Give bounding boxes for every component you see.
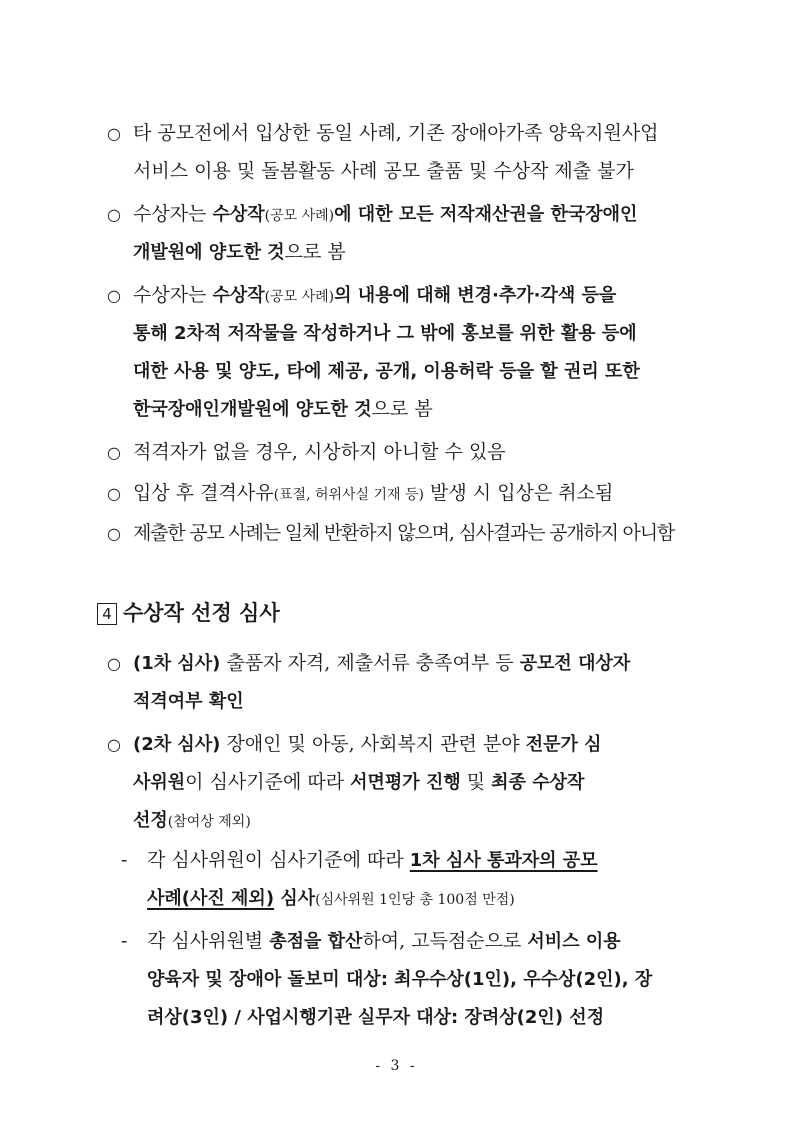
list-item: ○ 수상자는 수상작(공모 사례)의 내용에 대해 변경·추가·각색 등을	[107, 282, 616, 310]
sub-list-item-continuation: 사례(사진 제외) 심사(심사위원 1인당 총 100점 만점)	[147, 888, 515, 909]
list-item: ○ 입상 후 결격사유(표절, 허위사실 기재 등) 발생 시 입상은 취소됨	[107, 480, 613, 508]
sub-list-item: - 각 심사위원이 심사기준에 따라 1차 심사 통과자의 공모	[121, 849, 598, 871]
bullet-circle-icon: ○	[107, 484, 121, 503]
section-title: 수상작 선정 심사	[123, 601, 280, 625]
sub-list-item-continuation: 려상(3인) / 사업시행기관 실무자 대상: 장려상(2인) 선정	[147, 1007, 605, 1028]
list-item: ○ (1차 심사) 출품자 자격, 제출서류 충족여부 등 공모전 대상자	[107, 650, 630, 677]
bullet-circle-icon: ○	[107, 286, 121, 305]
bullet-circle-icon: ○	[107, 124, 121, 143]
dash-bullet: -	[121, 849, 128, 871]
list-item-continuation: 대한 사용 및 양도, 타에 제공, 공개, 이용허락 등을 할 권리 또한	[133, 361, 640, 382]
bullet-circle-icon: ○	[107, 654, 121, 673]
list-item: ○ 수상자는 수상작(공모 사례)에 대한 모든 저작재산권을 한국장애인	[107, 201, 637, 229]
bullet-circle-icon: ○	[107, 443, 121, 462]
list-item-continuation: 서비스 이용 및 돌봄활동 사례 공모 출품 및 수상작 제출 불가	[133, 160, 634, 182]
list-item: ○ 제출한 공모 사례는 일체 반환하지 않으며, 심사결과는 공개하지 아니함	[107, 520, 674, 547]
list-item-continuation: 선정(참여상 제외)	[133, 810, 251, 831]
list-item-continuation: 적격여부 확인	[133, 691, 244, 712]
list-item: ○ 적격자가 없을 경우, 시상하지 아니할 수 있음	[107, 439, 506, 466]
list-item-continuation: 사위원이 심사기준에 따라 서면평가 진행 및 최종 수상작	[133, 771, 585, 793]
sub-list-item-continuation: 양육자 및 장애아 돌보미 대상: 최우수상(1인), 우수상(2인), 장	[147, 969, 653, 990]
bullet-circle-icon: ○	[107, 524, 120, 543]
dash-bullet: -	[121, 930, 128, 952]
list-item: ○ (2차 심사) 장애인 및 아동, 사회복지 관련 분야 전문가 심	[107, 731, 602, 758]
list-item-continuation: 한국장애인개발원에 양도한 것으로 봄	[133, 398, 433, 420]
bullet-circle-icon: ○	[107, 205, 121, 224]
bullet-circle-icon: ○	[107, 735, 121, 754]
list-item-continuation: 통해 2차적 저작물을 작성하거나 그 밖에 홍보를 위한 활용 등에	[133, 323, 637, 344]
page-number: - 3 -	[375, 1058, 418, 1074]
list-item-continuation: 개발원에 양도한 것으로 봄	[133, 241, 346, 263]
sub-list-item: - 각 심사위원별 총점을 합산하여, 고득점순으로 서비스 이용	[121, 930, 621, 952]
section-heading	[97, 599, 280, 627]
list-item: ○ 타 공모전에서 입상한 동일 사례, 기존 장애아가족 양육지원사업	[107, 120, 659, 147]
section-number-box: 4	[97, 603, 117, 625]
